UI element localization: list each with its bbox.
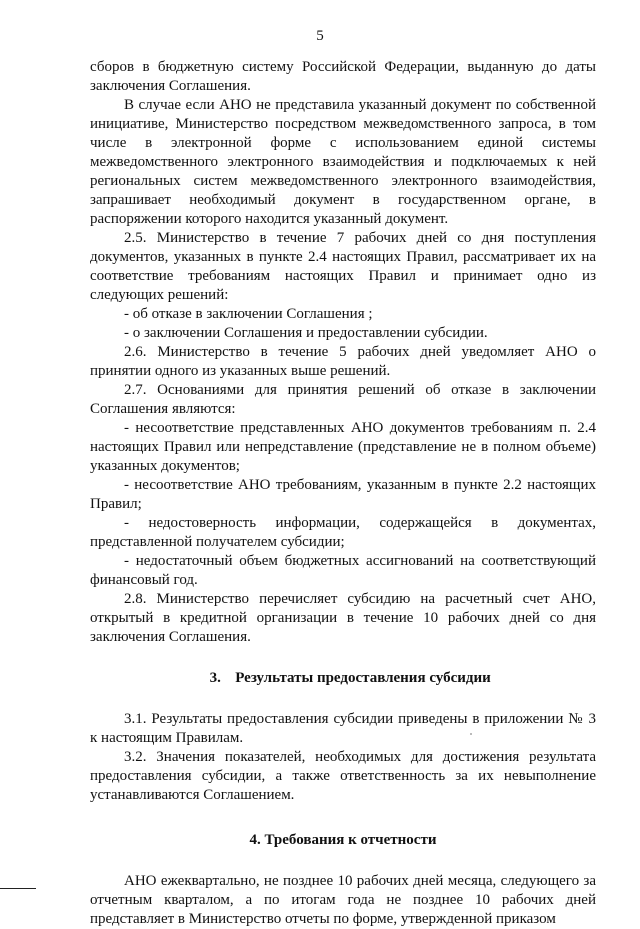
paragraph: 2.6. Министерство в течение 5 рабочих дней уведомляет АНО о принятии одного из указанных выше решений. <box>90 344 596 379</box>
document-body <box>90 58 596 929</box>
list-item: - об отказе в заключении Соглашения ; <box>124 306 373 322</box>
paragraph: В случае если АНО не представила указанный документ по собственной инициативе, Министерство посредством межведомственного запроса, в том числе в электронной форме с использованием единой системы межведомственного электронного взаимодействия и подключаемых к ней региональных систем межведомственного электронного взаимодействия, запрашивает необходимый документ в государственном органе, в распоряжении которого находится указанный документ. <box>90 97 596 227</box>
paragraph: 3.2. Значения показателей, необходимых для достижения результата предоставления субсидии, а также ответственность за их невыполнение устанавливаются Соглашением. <box>90 749 596 803</box>
paragraph: АНО ежеквартально, не позднее 10 рабочих дней месяца, следующего за отчетным кварталом, а по итогам года не позднее 10 рабочих дней представляет в Министерство отчеты по форме, утвержденной приказом <box>90 873 596 927</box>
list-item: - несоответствие представленных АНО документов требованиям п. 2.4 настоящих Правил или непредставление (представление не в полном объеме) указанных документов; <box>90 420 596 474</box>
section-3-heading <box>90 669 596 688</box>
section-3-number: 3. <box>209 670 221 686</box>
paragraph: 2.8. Министерство перечисляет субсидию на расчетный счет АНО, открытый в кредитной организации в течение 10 рабочих дней со дня заключения Соглашения. <box>90 591 596 645</box>
list-item: - о заключении Соглашения и предоставлении субсидии. <box>124 325 488 341</box>
scan-speck <box>470 733 472 735</box>
margin-mark <box>0 888 36 889</box>
list-item: - несоответствие АНО требованиям, указанным в пункте 2.2 настоящих Правил; <box>90 477 596 512</box>
paragraph: сборов в бюджетную систему Российской Федерации, выданную до даты заключения Соглашения. <box>90 59 596 94</box>
section-3-title: Результаты предоставления субсидии <box>235 670 491 686</box>
list-item: - недостаточный объем бюджетных ассигнований на соответствующий финансовый год. <box>90 553 596 588</box>
paragraph: 3.1. Результаты предоставления субсидии приведены в приложении № 3 к настоящим Правилам. <box>90 711 596 746</box>
list-item: - недостоверность информации, содержащейся в документах, представленной получателем субсидии; <box>90 515 596 550</box>
paragraph: 2.7. Основаниями для принятия решений об отказе в заключении Соглашения являются: <box>90 382 596 417</box>
section-4-heading: 4. Требования к отчетности <box>249 832 437 848</box>
paragraph: 2.5. Министерство в течение 7 рабочих дней со дня поступления документов, указанных в пункте 2.4 настоящих Правил, рассматривает их на соответствие требованиям настоящих Правил и принимает одно из следующих решений: <box>90 230 596 303</box>
page-number: 5 <box>316 28 324 44</box>
